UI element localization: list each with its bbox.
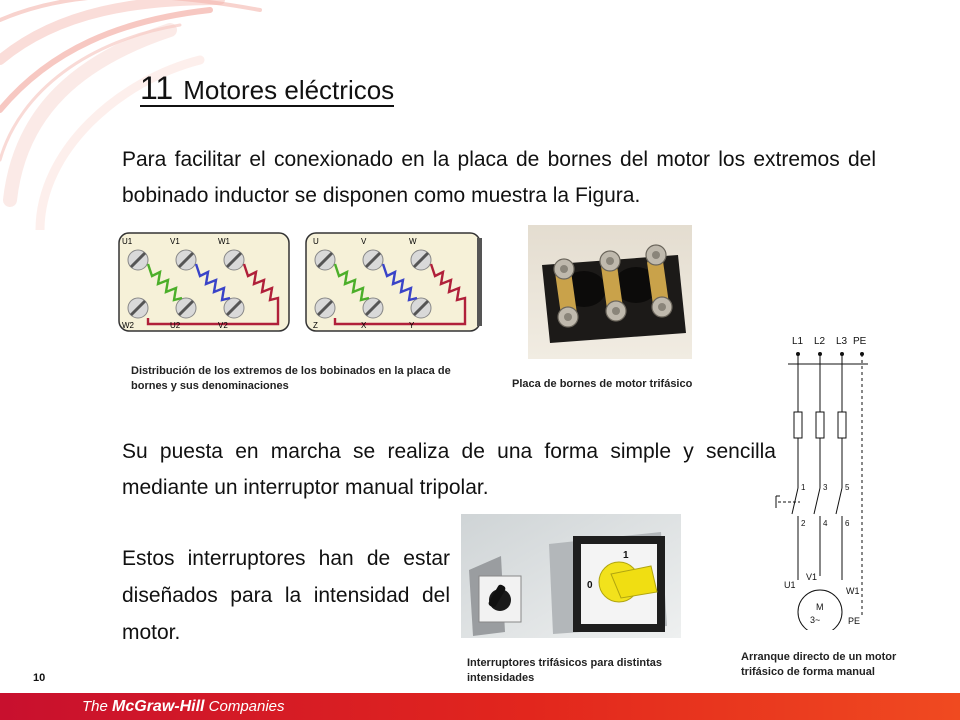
contact-5: 5 [845, 483, 850, 492]
direct-start-schematic [770, 330, 870, 630]
logo-pre: The [82, 698, 113, 715]
footer-bar [0, 693, 960, 720]
schema-line-l2: L2 [814, 336, 826, 347]
paragraph-conexionado: Para facilitar el conexionado en la placa de bornes del motor los extremos del bobinado inductor se disponen como muestra la Figura. [122, 148, 876, 207]
page-number: 10 [33, 672, 46, 684]
contact-1: 1 [801, 483, 806, 492]
terminal-label-w2: W2 [122, 321, 134, 330]
terminal-label-u2: U2 [170, 321, 181, 330]
terminal-label-u1: U1 [122, 237, 133, 246]
paragraph-interruptores: Estos interruptores han de estar diseñados para la intensidad del motor. [122, 547, 450, 644]
terminal-board-diagram-lettered [305, 232, 483, 332]
terminal-label-x: X [361, 321, 367, 330]
caption-terminal-distribution: Distribución de los extremos de los bobinados en la placa de bornes y sus denominaciones [131, 365, 451, 392]
contact-2: 2 [801, 519, 806, 528]
terminal-label-v: V [361, 237, 367, 246]
schema-line-l3: L3 [836, 336, 848, 347]
paragraph-puesta-en-marcha: Su puesta en marcha se realiza de una forma simple y sencilla mediante un interruptor manual tripolar. [122, 440, 776, 499]
terminal-label-v2: V2 [218, 321, 228, 330]
contact-3: 3 [823, 483, 828, 492]
motor-pe: PE [848, 616, 861, 626]
terminal-board-diagram-numbered [118, 232, 290, 332]
contact-6: 6 [845, 519, 850, 528]
rotary-switches-photo [461, 514, 681, 638]
motor-terminal-w1: W1 [846, 586, 860, 596]
title-text: Motores eléctricos [183, 75, 395, 105]
terminal-plate-photo [528, 225, 692, 359]
terminal-label-v1: V1 [170, 237, 180, 246]
schema-pe: PE [853, 336, 867, 347]
contact-4: 4 [823, 519, 828, 528]
terminal-label-z: Z [313, 321, 318, 330]
caption-direct-start: Arranque directo de un motor trifásico de forma manual [741, 651, 897, 678]
terminal-label-w: W [409, 237, 417, 246]
title-number: 11 [140, 70, 174, 106]
terminal-label-w1: W1 [218, 237, 230, 246]
caption-rotary-switches: Interruptores trifásicos para distintas intensidades [467, 657, 662, 684]
caption-terminal-plate: Placa de bornes de motor trifásico [512, 378, 693, 390]
motor-terminal-u1: U1 [784, 580, 796, 590]
terminal-label-y: Y [409, 321, 415, 330]
dial-position-1: 1 [623, 550, 629, 561]
logo-post: Companies [204, 698, 285, 715]
dial-position-0: 0 [587, 580, 593, 591]
motor-label: M [816, 602, 824, 612]
motor-phase: 3~ [810, 615, 821, 625]
motor-terminal-v1: V1 [806, 572, 818, 582]
schema-line-l1: L1 [792, 336, 804, 347]
terminal-label-u: U [313, 237, 319, 246]
publisher-logo [82, 698, 285, 715]
page-title [140, 72, 394, 107]
logo-brand: McGraw-Hill [112, 698, 205, 715]
